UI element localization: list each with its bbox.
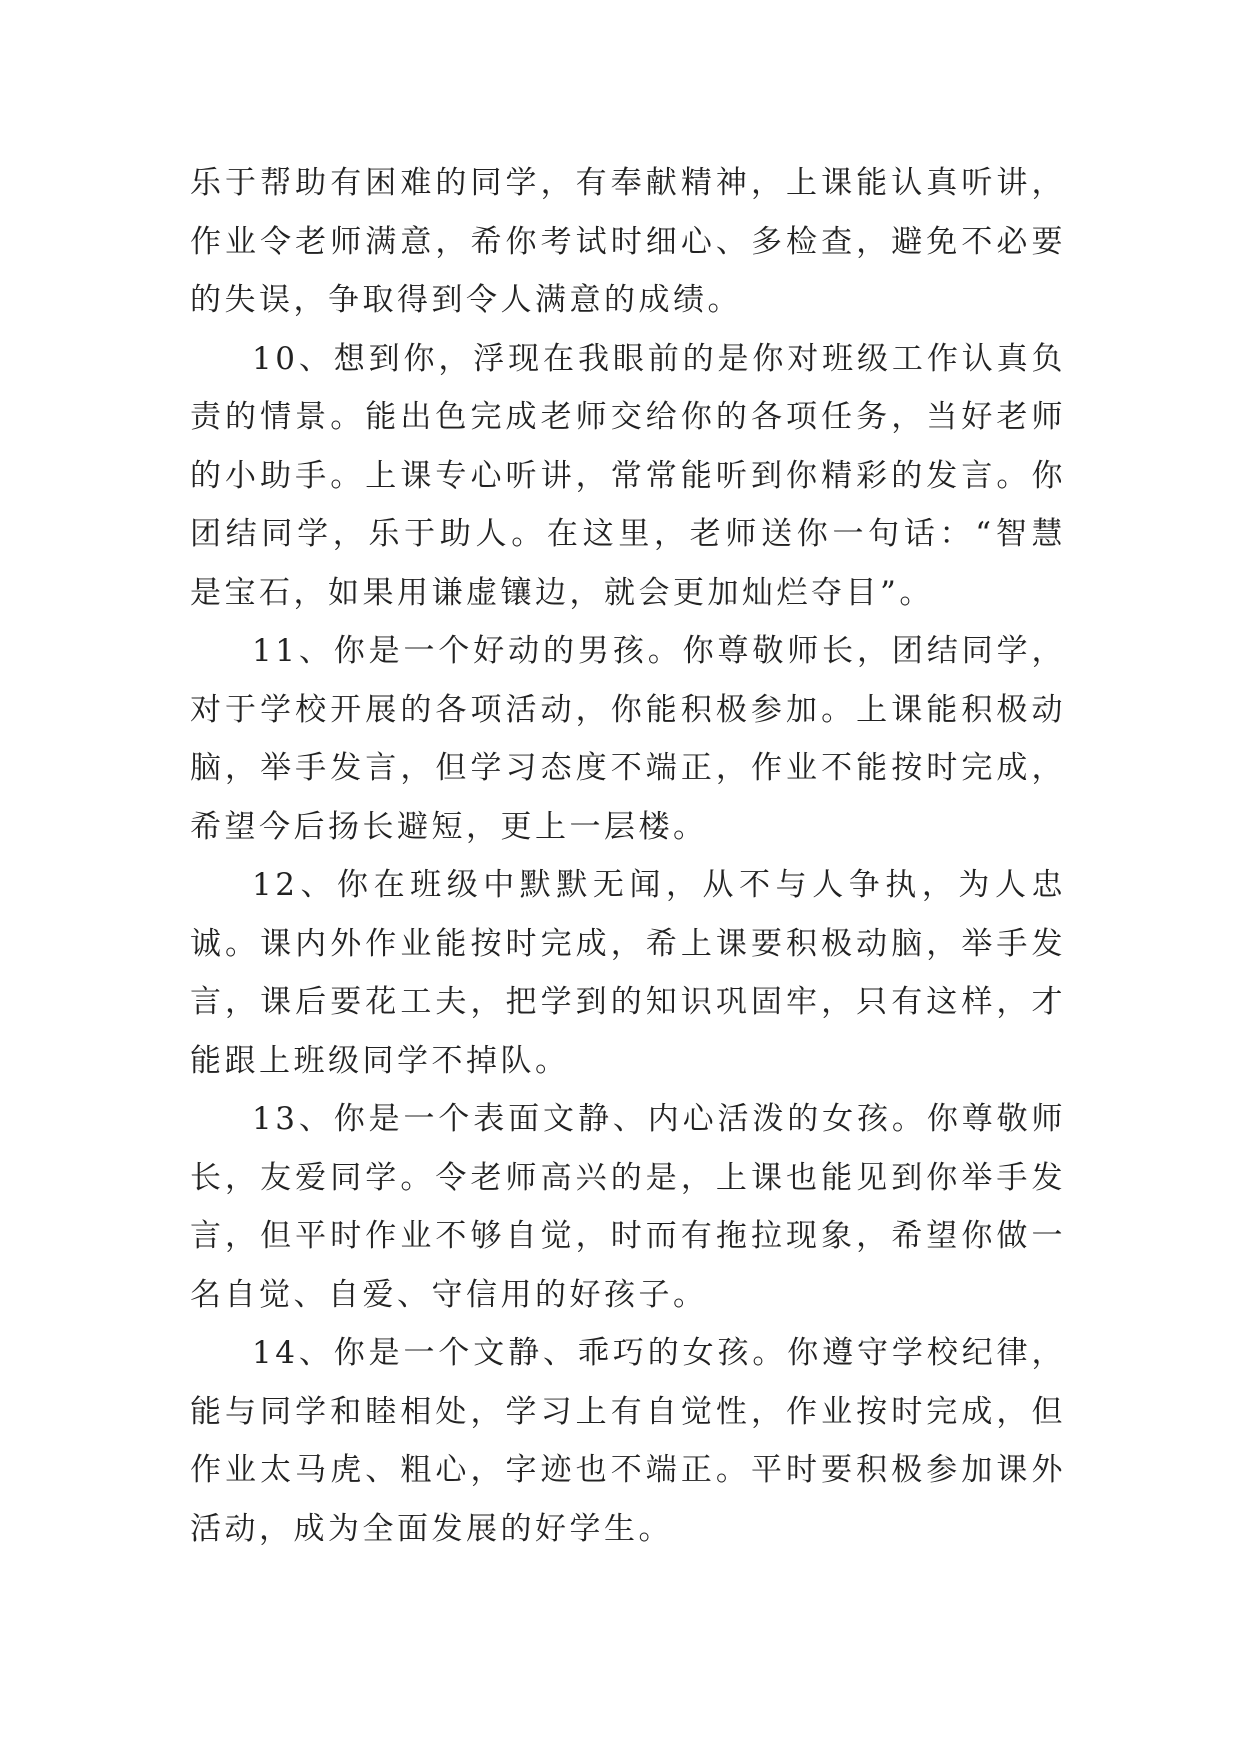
paragraph-10: 10、想到你，浮现在我眼前的是你对班级工作认真负责的情景。能出色完成老师交给你的各项任务，当好老师的小助手。上课专心听讲，常常能听到你精彩的发言。你团结同学，乐于助人。在这里，老师送你一句话：“智慧是宝石，如果用谦虚镶边，就会更加灿烂夺目”。 bbox=[190, 340, 1066, 611]
paragraph-continued: 乐于帮助有困难的同学，有奉献精神，上课能认真听讲，作业令老师满意，希你考试时细心、多检查，避免不必要的失误，争取得到令人满意的成绩。 bbox=[190, 165, 1066, 318]
paragraph-12: 12、你在班级中默默无闻，从不与人争执，为人忠诚。课内外作业能按时完成，希上课要积极动脑，举手发言，课后要花工夫，把学到的知识巩固牢，只有这样，才能跟上班级同学不掉队。 bbox=[190, 867, 1066, 1079]
document-body bbox=[190, 154, 1066, 1558]
paragraph-13: 13、你是一个表面文静、内心活泼的女孩。你尊敬师长，友爱同学。令老师高兴的是，上课也能见到你举手发言，但平时作业不够自觉，时而有拖拉现象，希望你做一名自觉、自爱、守信用的好孩子。 bbox=[190, 1101, 1066, 1313]
paragraph-11: 11、你是一个好动的男孩。你尊敬师长，团结同学，对于学校开展的各项活动，你能积极参加。上课能积极动脑，举手发言，但学习态度不端正，作业不能按时完成，希望今后扬长避短，更上一层楼。 bbox=[190, 633, 1066, 845]
paragraph-14: 14、你是一个文静、乖巧的女孩。你遵守学校纪律，能与同学和睦相处，学习上有自觉性，作业按时完成，但作业太马虎、粗心，字迹也不端正。平时要积极参加课外活动，成为全面发展的好学生。 bbox=[190, 1335, 1066, 1547]
